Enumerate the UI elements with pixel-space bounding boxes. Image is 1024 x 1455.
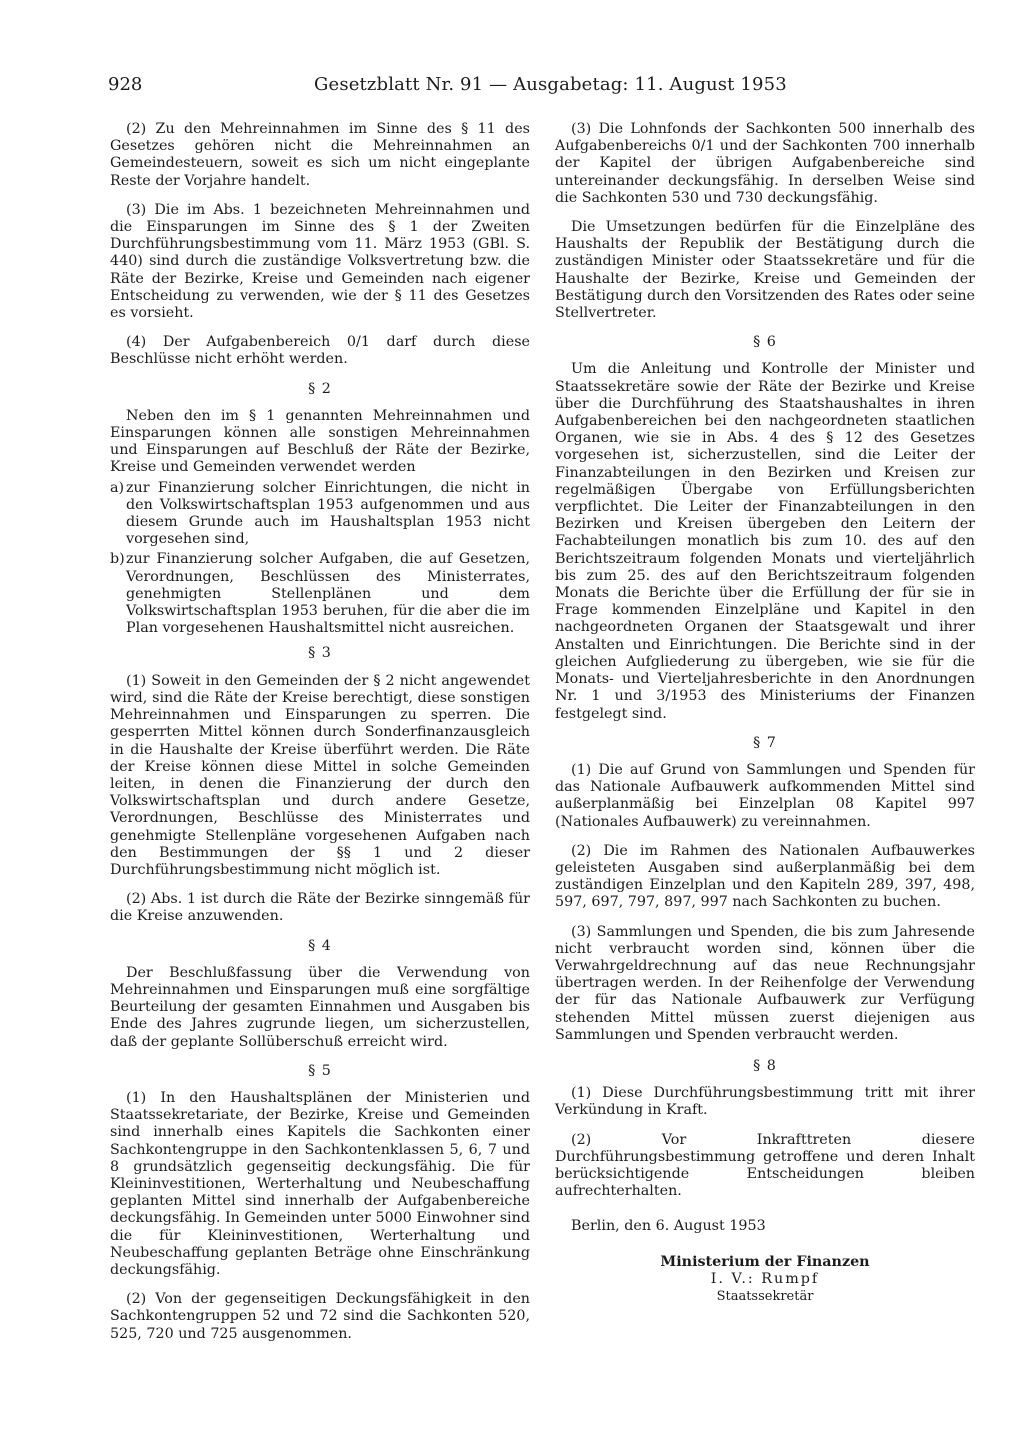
section-heading-6: § 6 — [753, 334, 777, 351]
list-text: zur Finanzierung solcher Aufgaben, die auf Gesetzen, Verordnungen, Beschlüssen des Ministerrates, genehmigten Stellenplänen und dem Volkswirtschaftsplan 1953 beruhen, für die aber die im Plan vorgesehenen Haushaltsmittel nicht ausreichen. — [126, 551, 530, 637]
paragraph: (1) Soweit in den Gemeinden der § 2 nicht angewendet wird, sind die Räte der Kreise berechtigt, diese sonstigen Mehreinnahmen und Einsparungen zu sperren. Die gesperrten Mittel können durch Sonderfinanzausgleich in die Haushalte der Kreise überführt werden. Die Räte der Kreise können diese Mittel in solche Gemeinden leiten, in denen die Finanzierung der durch den Volkswirtschaftsplan und durch andere Gesetze, Verordnungen, Beschlüsse des Ministerrates und genehmigte Stellenpläne vorgesehenen Aufgaben nach den Bestimmungen der §§ 1 und 2 dieser Durchführungsbestimmung nicht möglich ist. — [110, 672, 530, 878]
left-column — [110, 121, 530, 1355]
paragraph: (2) Die im Rahmen des Nationalen Aufbauwerkes geleisteten Ausgaben sind außerplanmäßig bei dem zuständigen Einzelplan und den Kapiteln 289, 397, 498, 597, 697, 797, 897, 997 nach Sachkonten zu buchen. — [555, 842, 975, 911]
page-header — [108, 74, 980, 104]
gazette-title: Gesetzblatt Nr. 91 — Ausgabetag: 11. August 1953 — [314, 74, 787, 95]
place-date: Berlin, den 6. August 1953 — [571, 1218, 766, 1235]
paragraph: Die Umsetzungen bedürfen für die Einzelpläne des Haushalts der Republik der Bestätigung durch die zuständigen Minister oder Staatssekretäre und für die Haushalte der Bezirke, Kreise und Gemeinden der Bestätigung durch den Vorsitzenden des Rates oder seine Stellvertreter. — [555, 219, 975, 322]
section-heading-3: § 3 — [308, 645, 332, 662]
paragraph: (3) Die im Abs. 1 bezeichneten Mehreinnahmen und die Einsparungen im Sinne des § 1 der Zweiten Durchführungsbestimmung vom 11. März 1953 (GBl. S. 440) sind durch die zuständige Volksvertretung bzw. die Räte der Bezirke, Kreise und Gemeinden nach eigener Entscheidung zu verwenden, wie der § 11 des Gesetzes es vorsieht. — [110, 201, 530, 322]
list-item-a — [110, 480, 530, 549]
paragraph: (2) Von der gegenseitigen Deckungsfähigkeit in den Sachkontengruppen 52 und 72 sind die Sachkonten 520, 525, 720 und 725 ausgenommen. — [110, 1291, 530, 1342]
section-heading-5: § 5 — [308, 1062, 332, 1079]
signature-organization: Ministerium der Finanzen — [660, 1253, 870, 1270]
paragraph: Der Beschlußfassung über die Verwendung von Mehreinnahmen und Einsparungen muß eine sorgfältige Beurteilung der gesamten Einnahmen und Ausgaben bis Ende des Jahres zugrunde liegen, um sicherzustellen, daß der geplante Sollüberschuß erreicht wird. — [110, 964, 530, 1050]
signature-block — [555, 1254, 975, 1306]
section-heading-7: § 7 — [753, 734, 777, 751]
paragraph: (2) Zu den Mehreinnahmen im Sinne des § 11 des Gesetzes gehören nicht die Mehreinnahmen an Gemeindesteuern, soweit es sich um nicht eingeplante Reste der Vorjahre handelt. — [110, 121, 530, 189]
section-heading-4: § 4 — [308, 937, 332, 954]
paragraph: (3) Die Lohnfonds der Sachkonten 500 innerhalb des Aufgabenbereichs 0/1 und der Sachkonten 700 innerhalb der Kapitel der übrigen Aufgabenbereiche sind untereinander deckungsfähig. In derselben Weise sind die Sachkonten 530 und 730 deckungsfähig. — [555, 121, 975, 206]
list-marker: a) — [110, 479, 125, 496]
list-marker: b) — [110, 551, 125, 568]
signatory-role: Staatssekretär — [716, 1288, 814, 1304]
paragraph: (1) In den Haushaltsplänen der Ministerien und Staatssekretariate, der Bezirke, Kreise und Gemeinden sind innerhalb eines Kapitels die Sachkonten einer Sachkontengruppe in den Sachkontenklassen 5, 6, 7 und 8 grundsätzlich gegenseitig deckungsfähig. Die für Kleininvestitionen, Werterhaltung und Neubeschaffung geplanten Mittel sind innerhalb der Aufgabenbereiche deckungsfähig. In Gemeinden unter 5000 Einwohner sind die für Kleininvestitionen, Werterhaltung und Neubeschaffung geplanten Beträge ohne Einschränkung deckungsfähig. — [110, 1089, 530, 1278]
page-number: 928 — [108, 74, 143, 95]
paragraph: (2) Abs. 1 ist durch die Räte der Bezirke sinngemäß für die Kreise anzuwenden. — [110, 891, 530, 925]
signatory-name: I. V.: Rumpf — [710, 1270, 820, 1287]
paragraph: (4) Der Aufgabenbereich 0/1 darf durch diese Beschlüsse nicht erhöht werden. — [110, 334, 530, 368]
section-heading-8: § 8 — [753, 1057, 777, 1074]
section-heading-2: § 2 — [308, 380, 332, 397]
paragraph: (1) Diese Durchführungsbestimmung tritt mit ihrer Verkündung in Kraft. — [555, 1085, 975, 1119]
list-text: zur Finanzierung solcher Einrichtungen, die nicht in den Volkswirtschaftsplan 1953 aufgenommen und aus diesem Grunde auch im Haushaltsplan 1953 nicht vorgesehen sind, — [126, 479, 530, 548]
list-item-b — [110, 551, 530, 637]
paragraph: (1) Die auf Grund von Sammlungen und Spenden für das Nationale Aufbauwerk aufkommenden Mittel sind außerplanmäßig bei Einzelplan 08 Kapitel 997 (Nationales Aufbauwerk) zu vereinnahmen. — [555, 761, 975, 830]
paragraph: (3) Sammlungen und Spenden, die bis zum Jahresende nicht verbraucht worden sind, können über die Verwahrgeldrechnung auf das neue Rechnungsjahr übertragen werden. In der Reihenfolge der Verwendung der für das Nationale Aufbauwerk zur Verfügung stehenden Mittel müssen zuerst diejenigen aus Sammlungen und Spenden verbraucht werden. — [555, 923, 975, 1043]
paragraph: (2) Vor Inkrafttreten diesere Durchführungsbestimmung getroffene und deren Inhalt berücksichtigende Entscheidungen bleiben aufrechterhalten. — [555, 1131, 975, 1200]
right-column — [555, 121, 975, 1305]
paragraph: Neben den im § 1 genannten Mehreinnahmen und Einsparungen können alle sonstigen Mehreinnahmen und Einsparungen auf Beschluß der Räte der Bezirke, Kreise und Gemeinden verwendet werden — [110, 407, 530, 476]
paragraph: Um die Anleitung und Kontrolle der Minister und Staatssekretäre sowie der Räte der Bezirke und Kreise über die Durchführung des Staatshaushaltes in ihren Aufgabenbereichen bei den nachgeordneten staatlichen Organen, wie sie in Abs. 4 des § 12 des Gesetzes vorgesehen ist, sicherzustellen, sind die Leiter der Finanzabteilungen in den Bezirken und Kreisen zur regelmäßigen Übergabe von Erfüllungsberichten verpflichtet. Die Leiter der Finanzabteilungen in den Bezirken und Kreisen übergeben den Leitern der Fachabteilungen monatlich bis zum 10. des auf den Berichtszeitraum folgenden Monats und vierteljährlich bis zum 25. des auf den Berichtszeitraum folgenden Monats die Berichte über die Erfüllung der für sie in Frage kommenden Einzelpläne und Kapitel in den nachgeordneten Organen der Staatsgewalt und ihrer Anstalten und Einrichtungen. Die Berichte sind in der gleichen Aufgliederung zu übergeben, wie sie für die Monats- und Vierteljahresberichte in den Anordnungen Nr. 1 und 3/1953 des Ministeriums der Finanzen festgelegt sind. — [555, 361, 975, 722]
